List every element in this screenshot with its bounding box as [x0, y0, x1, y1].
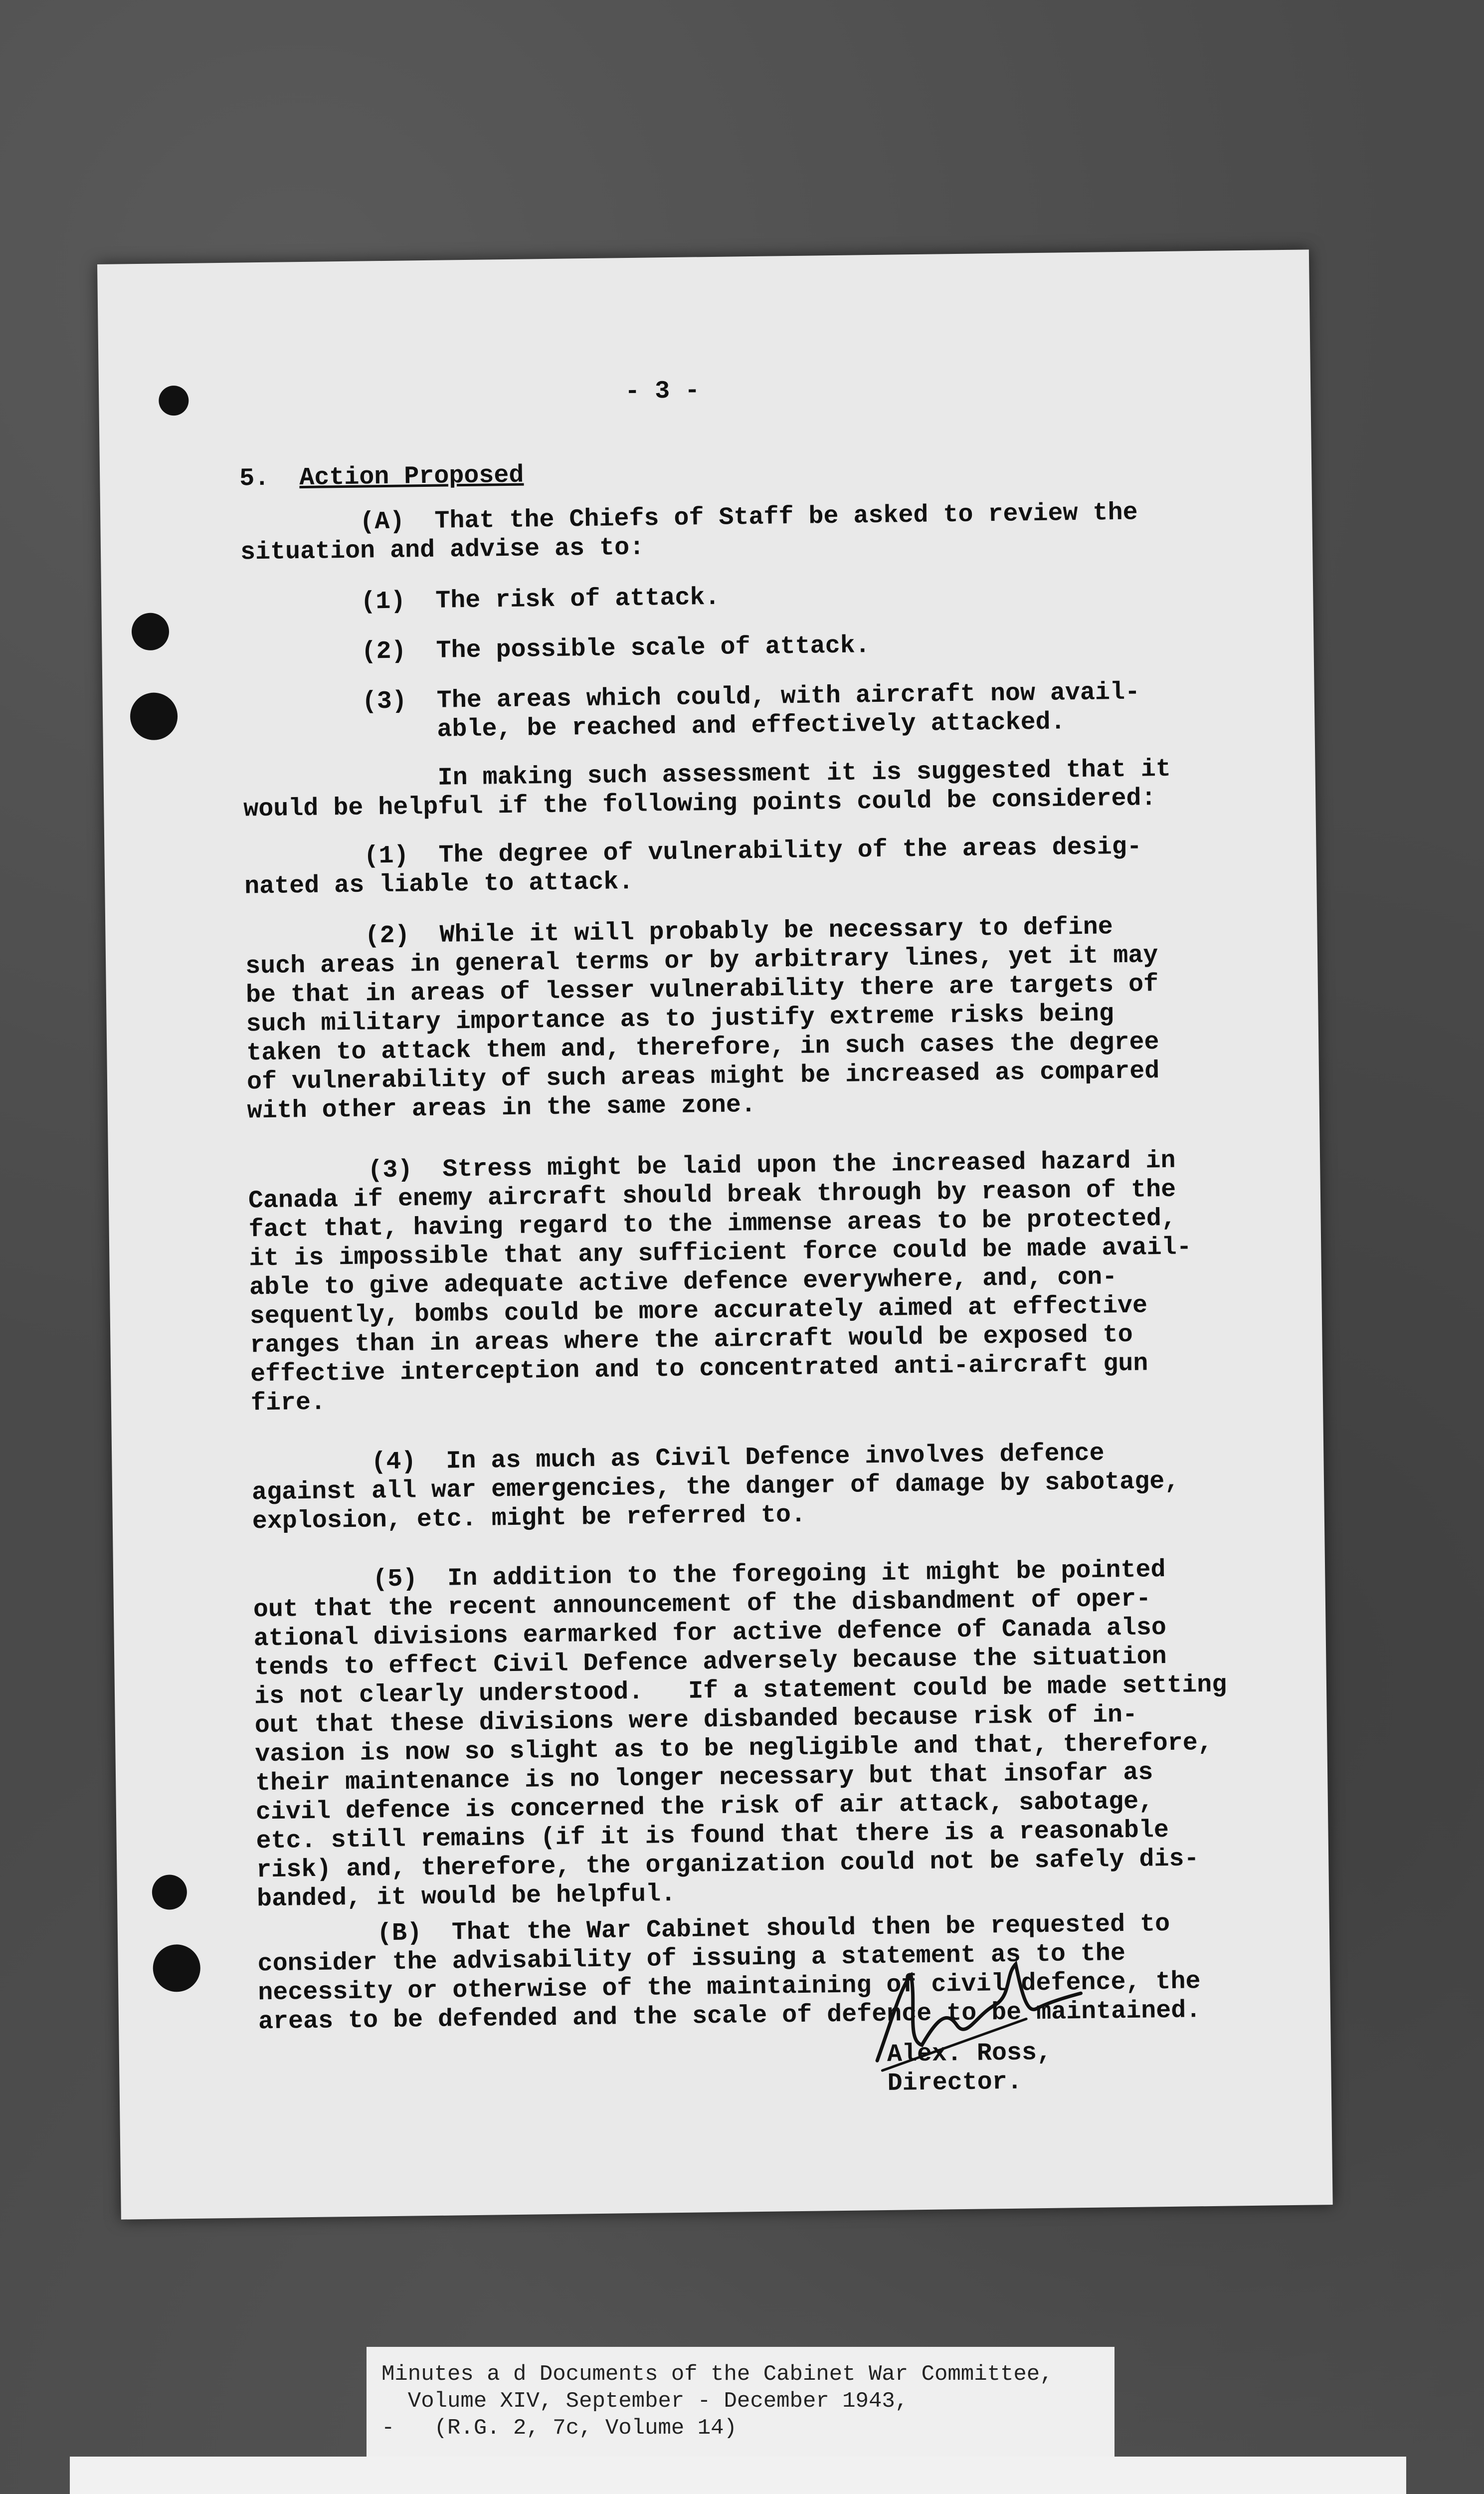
- punch-hole: [153, 1944, 200, 1992]
- paragraph-point-2: (2) While it will probably be necessary to define such areas in general terms or by arbitrary lines, yet it may be that in areas of lesser vulnerability there are targets of such military importance as to justify extreme risks being taken to attack them and, therefore, in such cases the degree of vulnerability of such areas might be increased as compared with other areas in the same zone.: [245, 913, 1160, 1126]
- signatory-title: Director.: [887, 2068, 1023, 2098]
- archive-line-3: - (R.G. 2, 7c, Volume 14): [381, 2416, 737, 2441]
- punch-hole: [152, 1874, 187, 1910]
- paragraph-b: (B) That the War Cabinet should then be requested to consider the advisability of issuing a statement as to the necessity or otherwise of the maintaining of civil defence, the areas to be defended and the scale of defence to be maintained.: [257, 1909, 1201, 2037]
- archive-line-1: Minutes a d Documents of the Cabinet War Committee,: [381, 2362, 1053, 2387]
- section-title: Action Proposed: [299, 461, 524, 493]
- paragraph-areas: (3) The areas which could, with aircraft now avail- able, be reached and effectively attacked.: [242, 678, 1140, 747]
- paragraph-a: (A) That the Chiefs of Staff be asked to review the situation and advise as to:: [240, 498, 1138, 567]
- archive-line-2: Volume XIV, September - December 1943,: [381, 2389, 909, 2414]
- paragraph-point-1: (1) The degree of vulnerability of the areas desig- nated as liable to attack.: [244, 832, 1142, 901]
- paragraph-point-4: (4) In as much as Civil Defence involves defence against all war emergencies, the danger of damage by sabotage, explosion, etc. might be referred to.: [251, 1439, 1180, 1536]
- paragraph-risk: (1) The risk of attack.: [240, 583, 720, 618]
- punch-hole: [132, 613, 170, 650]
- punch-hole: [130, 692, 178, 740]
- signatory-name: Alex. Ross,: [887, 2038, 1052, 2069]
- paragraph-scale: (2) The possible scale of attack.: [241, 631, 871, 668]
- page-number: - 3 -: [624, 377, 700, 407]
- section-heading: [239, 461, 524, 493]
- section-number: 5.: [239, 464, 270, 493]
- paragraph-point-3: (3) Stress might be laid upon the increased hazard in Canada if enemy aircraft should break through by reason of the fact that, having regard to the immense areas to be protected, it is impossible that any sufficient force could be made avail- able to give adequate active defence everywhere, and, con- sequently, bombs could be more accurately aimed at effective ranges than in areas where the aircraft would be exposed to effective interception and to concentrated anti-aircraft gun fire.: [247, 1146, 1192, 1418]
- punch-hole: [159, 386, 189, 416]
- archive-reference-slip: [367, 2347, 1114, 2459]
- paragraph-assessment: In making such assessment it is suggested that it would be helpful if the following points could be considered:: [243, 755, 1171, 824]
- archives-stamp: [70, 2457, 1406, 2494]
- paragraph-point-5: (5) In addition to the foregoing it might be pointed out that the recent announcement of the disbandment of oper- ational divisions earmarked for active defence of Canada also tends to effect Civil Defence adversely because the situation is not clearly understood. If a statement could be made setting out that these divisions were disbanded because risk of in- vasion is now so slight as to be negligible and that, therefore, their maintenance is no longer necessary but that insofar as civil defence is concerned the risk of air attack, sabotage, etc. still remains (if it is found that there is a reasonable risk) and, therefore, the organization could not be safely dis- banded, it would be helpful.: [252, 1556, 1227, 1914]
- signatory-block: [887, 2039, 1052, 2098]
- document-page: [97, 249, 1333, 2219]
